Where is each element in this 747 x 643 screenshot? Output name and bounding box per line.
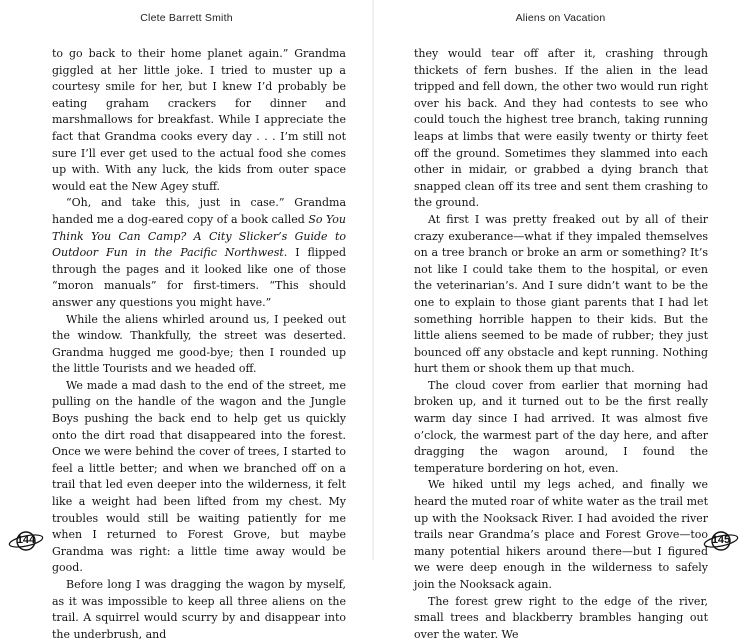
page-number-left [8,530,44,552]
paragraph: The forest grew right to the edge of the river, small trees and blackberry brambles hanging out over the water. We [414,594,708,641]
page-number-right [703,530,739,552]
paragraph: to go back to their home planet again.” Grandma giggled at her little joke. I tried to muster up a courtesy smile for her, but I knew I’d probably be eating graham crackers for dinner and marshmallows for breakfast. While I appreciate the fact that Grandma cooks every day . . . I’m still not sure I’ll ever get used to the actual food she comes up with. With any luck, the kids from outer space would eat the New Agey stuff. [52,47,346,193]
page-number-text: 144 [16,534,36,546]
paragraph: “Oh, and take this, just in case.” Grandma handed me a dog-eared copy of a book called So You Think You Can Camp? A City Slicker’s Guide to Outdoor Fun in the Pacific Northwest. I flipped through the pages and it looked like one of those “moron manuals” for first-timers. “This should answer any questions you might have.” [52,196,346,309]
paragraph: Before long I was dragging the wagon by myself, as it was impossible to keep all three aliens on the trail. A squirrel would scurry by and disappear into the underbrush, and [52,578,346,641]
left-page [0,0,373,641]
paragraph: they would tear off after it, crashing through thickets of fern bushes. If the alien in the lead tripped and fell down, the other two would run right over his back. And they had contests to see who could touch the highest tree branch, taking running leaps at limbs that were easily twenty or thirty feet off the ground. Sometimes they slammed into each other in midair, or grabbed a dying branch that snapped clean off its tree and sent them crashing to the ground. [414,47,708,210]
left-page-body [52,46,346,643]
book-title: So You Think You Can Camp? A City Slicker’s Guide to Outdoor Fun in the Pacific Northwest [52,212,346,260]
paragraph: At first I was pretty freaked out by all of their crazy exuberance—what if they impaled themselves on a tree branch or broke an arm or something? It’s not like I could take them to the hospital, or even the veterinarian’s. And I sure didn’t want to be the one to explain to those giant parents that I had let something horrible happen to their kids. But the little aliens seemed to be made of rubber; they just bounced off any obstacle and kept running. Nothing hurt them or shook them up that much. [414,212,708,376]
right-page [374,0,747,641]
right-page-body [414,46,708,643]
running-head-right: Aliens on Vacation [515,12,606,24]
running-head-left: Clete Barrett Smith [140,12,233,24]
page-number-text: 145 [711,534,731,546]
paragraph: We made a mad dash to the end of the street, me pulling on the handle of the wagon and the Jungle Boys pushing the back end to help get us quickly onto the dirt road that disappeared into the forest. Once we were behind the cover of trees, I started to feel a little better; and when we branched off on a trail that led even deeper into the wilderness, it felt like a weight had been lifted from my chest. My troubles would still be waiting patiently for me when I returned to Forest Grove, but maybe Grandma was right: a little time away would be good. [52,378,346,575]
paragraph: We hiked until my legs ached, and finally we heard the muted roar of white water as the trail met up with the Nooksack River. I had avoided the river trails near Grandma’s place and Forest Grove—too many potential hikers around there—but I figured we were deep enough in the wilderness to safely join the Nooksack again. [414,478,708,591]
paragraph: While the aliens whirled around us, I peeked out the window. Thankfully, the street was deserted. Grandma hugged me good-bye; then I rounded up the little Tourists and we headed off. [52,312,346,376]
paragraph: The cloud cover from earlier that morning had broken up, and it turned out to be the first really warm day since I had arrived. It was almost five o’clock, the warmest part of the day here, and after dragging the wagon around, I found the temperature bordering on hot, even. [414,378,708,475]
